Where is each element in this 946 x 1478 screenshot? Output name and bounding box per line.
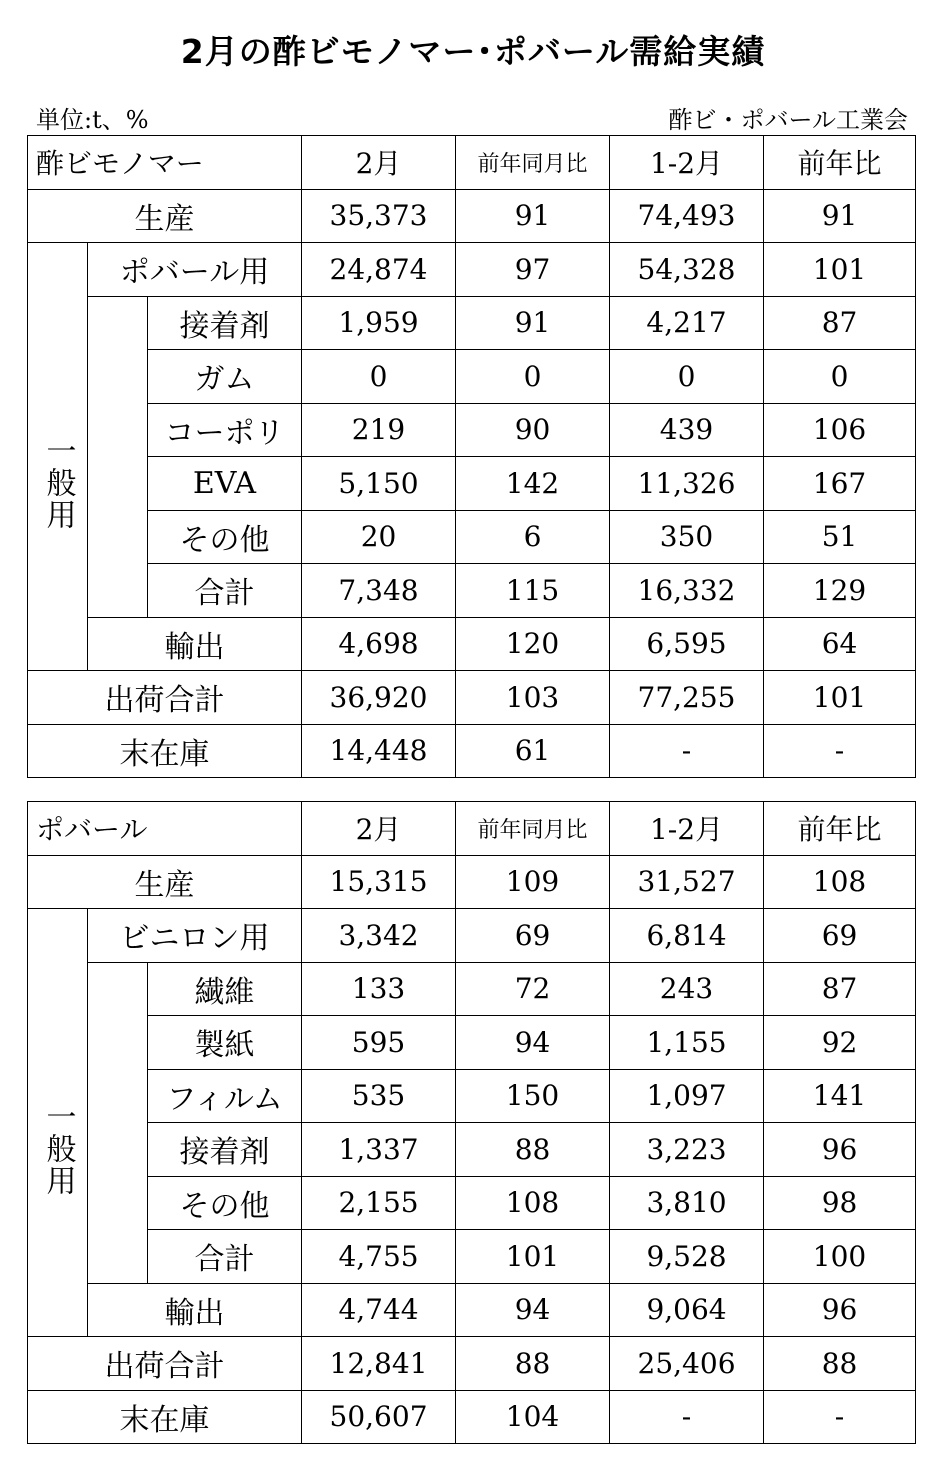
row-label: 接着剤 (148, 1123, 302, 1177)
cell: 1,959 (302, 296, 456, 350)
cell: 96 (764, 1123, 916, 1177)
indent-cell (88, 1069, 148, 1230)
indent-cell (28, 1283, 88, 1337)
cell: 109 (456, 855, 610, 909)
cell: 54,328 (610, 243, 764, 297)
cell: 6 (456, 510, 610, 564)
cell: 3,223 (610, 1123, 764, 1177)
row-label: ビニロン用 (88, 909, 302, 963)
row-label: 末在庫 (28, 724, 302, 778)
cell: 100 (764, 1230, 916, 1284)
cell: 0 (610, 350, 764, 404)
col-header-month: 2月 (302, 136, 456, 190)
indent-cell (88, 403, 148, 564)
cell: 133 (302, 962, 456, 1016)
indent-cell (28, 564, 88, 618)
col-header-month: 2月 (302, 802, 456, 856)
cell: 15,315 (302, 855, 456, 909)
cell: 3,342 (302, 909, 456, 963)
cell: 87 (764, 296, 916, 350)
cell: 94 (456, 1283, 610, 1337)
col-header-yoy: 前年比 (764, 136, 916, 190)
cell: 31,527 (610, 855, 764, 909)
cell: 0 (456, 350, 610, 404)
cell: 4,744 (302, 1283, 456, 1337)
table-row (28, 564, 916, 618)
general-use-label: 一般用 (28, 403, 88, 564)
cell: 88 (456, 1337, 610, 1391)
table-row (28, 855, 916, 909)
indent-cell (28, 1230, 88, 1284)
indent-cell (88, 962, 148, 1016)
poval-table (27, 801, 916, 1444)
monomer-table (27, 135, 916, 778)
cell: 4,755 (302, 1230, 456, 1284)
table-row (28, 962, 916, 1016)
row-label: 生産 (28, 855, 302, 909)
row-label: 合計 (148, 564, 302, 618)
cell: 88 (764, 1337, 916, 1391)
table-row (28, 617, 916, 671)
cell: 25,406 (610, 1337, 764, 1391)
table-row (28, 243, 916, 297)
cell: 535 (302, 1069, 456, 1123)
cell: 219 (302, 403, 456, 457)
table-row (28, 1176, 916, 1230)
cell: 595 (302, 1016, 456, 1070)
cell: 150 (456, 1069, 610, 1123)
table-header-row (28, 136, 916, 190)
row-label: EVA (148, 457, 302, 511)
indent-cell (28, 909, 88, 963)
cell: 142 (456, 457, 610, 511)
row-label: 出荷合計 (28, 671, 302, 725)
table-row (28, 1283, 916, 1337)
cell: 101 (764, 671, 916, 725)
cell: 50,607 (302, 1390, 456, 1444)
table-row (28, 1123, 916, 1177)
cell: 243 (610, 962, 764, 1016)
cell: 0 (764, 350, 916, 404)
col-header-yoy: 前年比 (764, 802, 916, 856)
cell: 129 (764, 564, 916, 618)
cell: 14,448 (302, 724, 456, 778)
indent-cell (88, 1230, 148, 1284)
cell: 108 (456, 1176, 610, 1230)
cell: 94 (456, 1016, 610, 1070)
col-header-ytd: 1-2月 (610, 802, 764, 856)
row-label: ポバール用 (88, 243, 302, 297)
cell: 4,217 (610, 296, 764, 350)
cell: - (764, 1390, 916, 1444)
cell: 350 (610, 510, 764, 564)
indent-cell (28, 350, 88, 404)
table-row (28, 403, 916, 457)
table-row (28, 1390, 916, 1444)
cell: 103 (456, 671, 610, 725)
cell: 6,814 (610, 909, 764, 963)
table-row (28, 724, 916, 778)
cell: 69 (764, 909, 916, 963)
indent-cell (28, 617, 88, 671)
table-row (28, 350, 916, 404)
indent-cell (28, 1016, 88, 1070)
cell: 106 (764, 403, 916, 457)
cell: 5,150 (302, 457, 456, 511)
cell: 69 (456, 909, 610, 963)
row-label: 接着剤 (148, 296, 302, 350)
cell: 1,097 (610, 1069, 764, 1123)
col-header-yoy-month: 前年同月比 (456, 136, 610, 190)
cell: 1,155 (610, 1016, 764, 1070)
cell: 1,337 (302, 1123, 456, 1177)
cell: 91 (456, 189, 610, 243)
cell: 9,064 (610, 1283, 764, 1337)
table-title-cell: ポバール (28, 802, 302, 856)
cell: 91 (456, 296, 610, 350)
cell: - (764, 724, 916, 778)
cell: 90 (456, 403, 610, 457)
row-label: フィルム (148, 1069, 302, 1123)
cell: 101 (456, 1230, 610, 1284)
col-header-yoy-month: 前年同月比 (456, 802, 610, 856)
table-row (28, 510, 916, 564)
cell: 35,373 (302, 189, 456, 243)
cell: - (610, 724, 764, 778)
row-label: 輸出 (88, 1283, 302, 1337)
cell: 98 (764, 1176, 916, 1230)
cell: 24,874 (302, 243, 456, 297)
row-label: 輸出 (88, 617, 302, 671)
cell: 77,255 (610, 671, 764, 725)
table-row (28, 1230, 916, 1284)
cell: 120 (456, 617, 610, 671)
cell: 74,493 (610, 189, 764, 243)
general-use-label: 一般用 (28, 1069, 88, 1230)
table-row (28, 1337, 916, 1391)
row-label: 生産 (28, 189, 302, 243)
cell: 36,920 (302, 671, 456, 725)
table-row (28, 457, 916, 511)
cell: 9,528 (610, 1230, 764, 1284)
row-label: 出荷合計 (28, 1337, 302, 1391)
row-label: 製紙 (148, 1016, 302, 1070)
indent-cell (88, 564, 148, 618)
table-header-row (28, 802, 916, 856)
cell: 16,332 (610, 564, 764, 618)
cell: 91 (764, 189, 916, 243)
row-label: 繊維 (148, 962, 302, 1016)
cell: 141 (764, 1069, 916, 1123)
table-row (28, 296, 916, 350)
cell: 92 (764, 1016, 916, 1070)
cell: 2,155 (302, 1176, 456, 1230)
cell: - (610, 1390, 764, 1444)
cell: 6,595 (610, 617, 764, 671)
cell: 7,348 (302, 564, 456, 618)
cell: 101 (764, 243, 916, 297)
indent-cell (88, 296, 148, 350)
table-row (28, 189, 916, 243)
cell: 72 (456, 962, 610, 1016)
indent-cell (28, 296, 88, 350)
cell: 61 (456, 724, 610, 778)
row-label: その他 (148, 1176, 302, 1230)
cell: 96 (764, 1283, 916, 1337)
cell: 3,810 (610, 1176, 764, 1230)
cell: 439 (610, 403, 764, 457)
row-label: 合計 (148, 1230, 302, 1284)
source-label: 酢ビ・ポバール工業会 (668, 106, 908, 134)
page-title: 2月の酢ビモノマー･ポバール需給実績 (180, 32, 766, 71)
cell: 97 (456, 243, 610, 297)
unit-label: 単位:t、% (36, 106, 149, 134)
cell: 115 (456, 564, 610, 618)
cell: 87 (764, 962, 916, 1016)
cell: 51 (764, 510, 916, 564)
table-row (28, 1016, 916, 1070)
cell: 12,841 (302, 1337, 456, 1391)
row-label: その他 (148, 510, 302, 564)
row-label: コーポリ (148, 403, 302, 457)
indent-cell (28, 243, 88, 297)
row-label: ガム (148, 350, 302, 404)
col-header-ytd: 1-2月 (610, 136, 764, 190)
table-title-cell: 酢ビモノマー (28, 136, 302, 190)
cell: 20 (302, 510, 456, 564)
cell: 4,698 (302, 617, 456, 671)
cell: 104 (456, 1390, 610, 1444)
table-row (28, 909, 916, 963)
indent-cell (28, 962, 88, 1016)
cell: 167 (764, 457, 916, 511)
table-row (28, 671, 916, 725)
table-row (28, 1069, 916, 1123)
cell: 88 (456, 1123, 610, 1177)
indent-cell (88, 1016, 148, 1070)
cell: 64 (764, 617, 916, 671)
row-label: 末在庫 (28, 1390, 302, 1444)
cell: 0 (302, 350, 456, 404)
indent-cell (88, 350, 148, 404)
cell: 108 (764, 855, 916, 909)
cell: 11,326 (610, 457, 764, 511)
